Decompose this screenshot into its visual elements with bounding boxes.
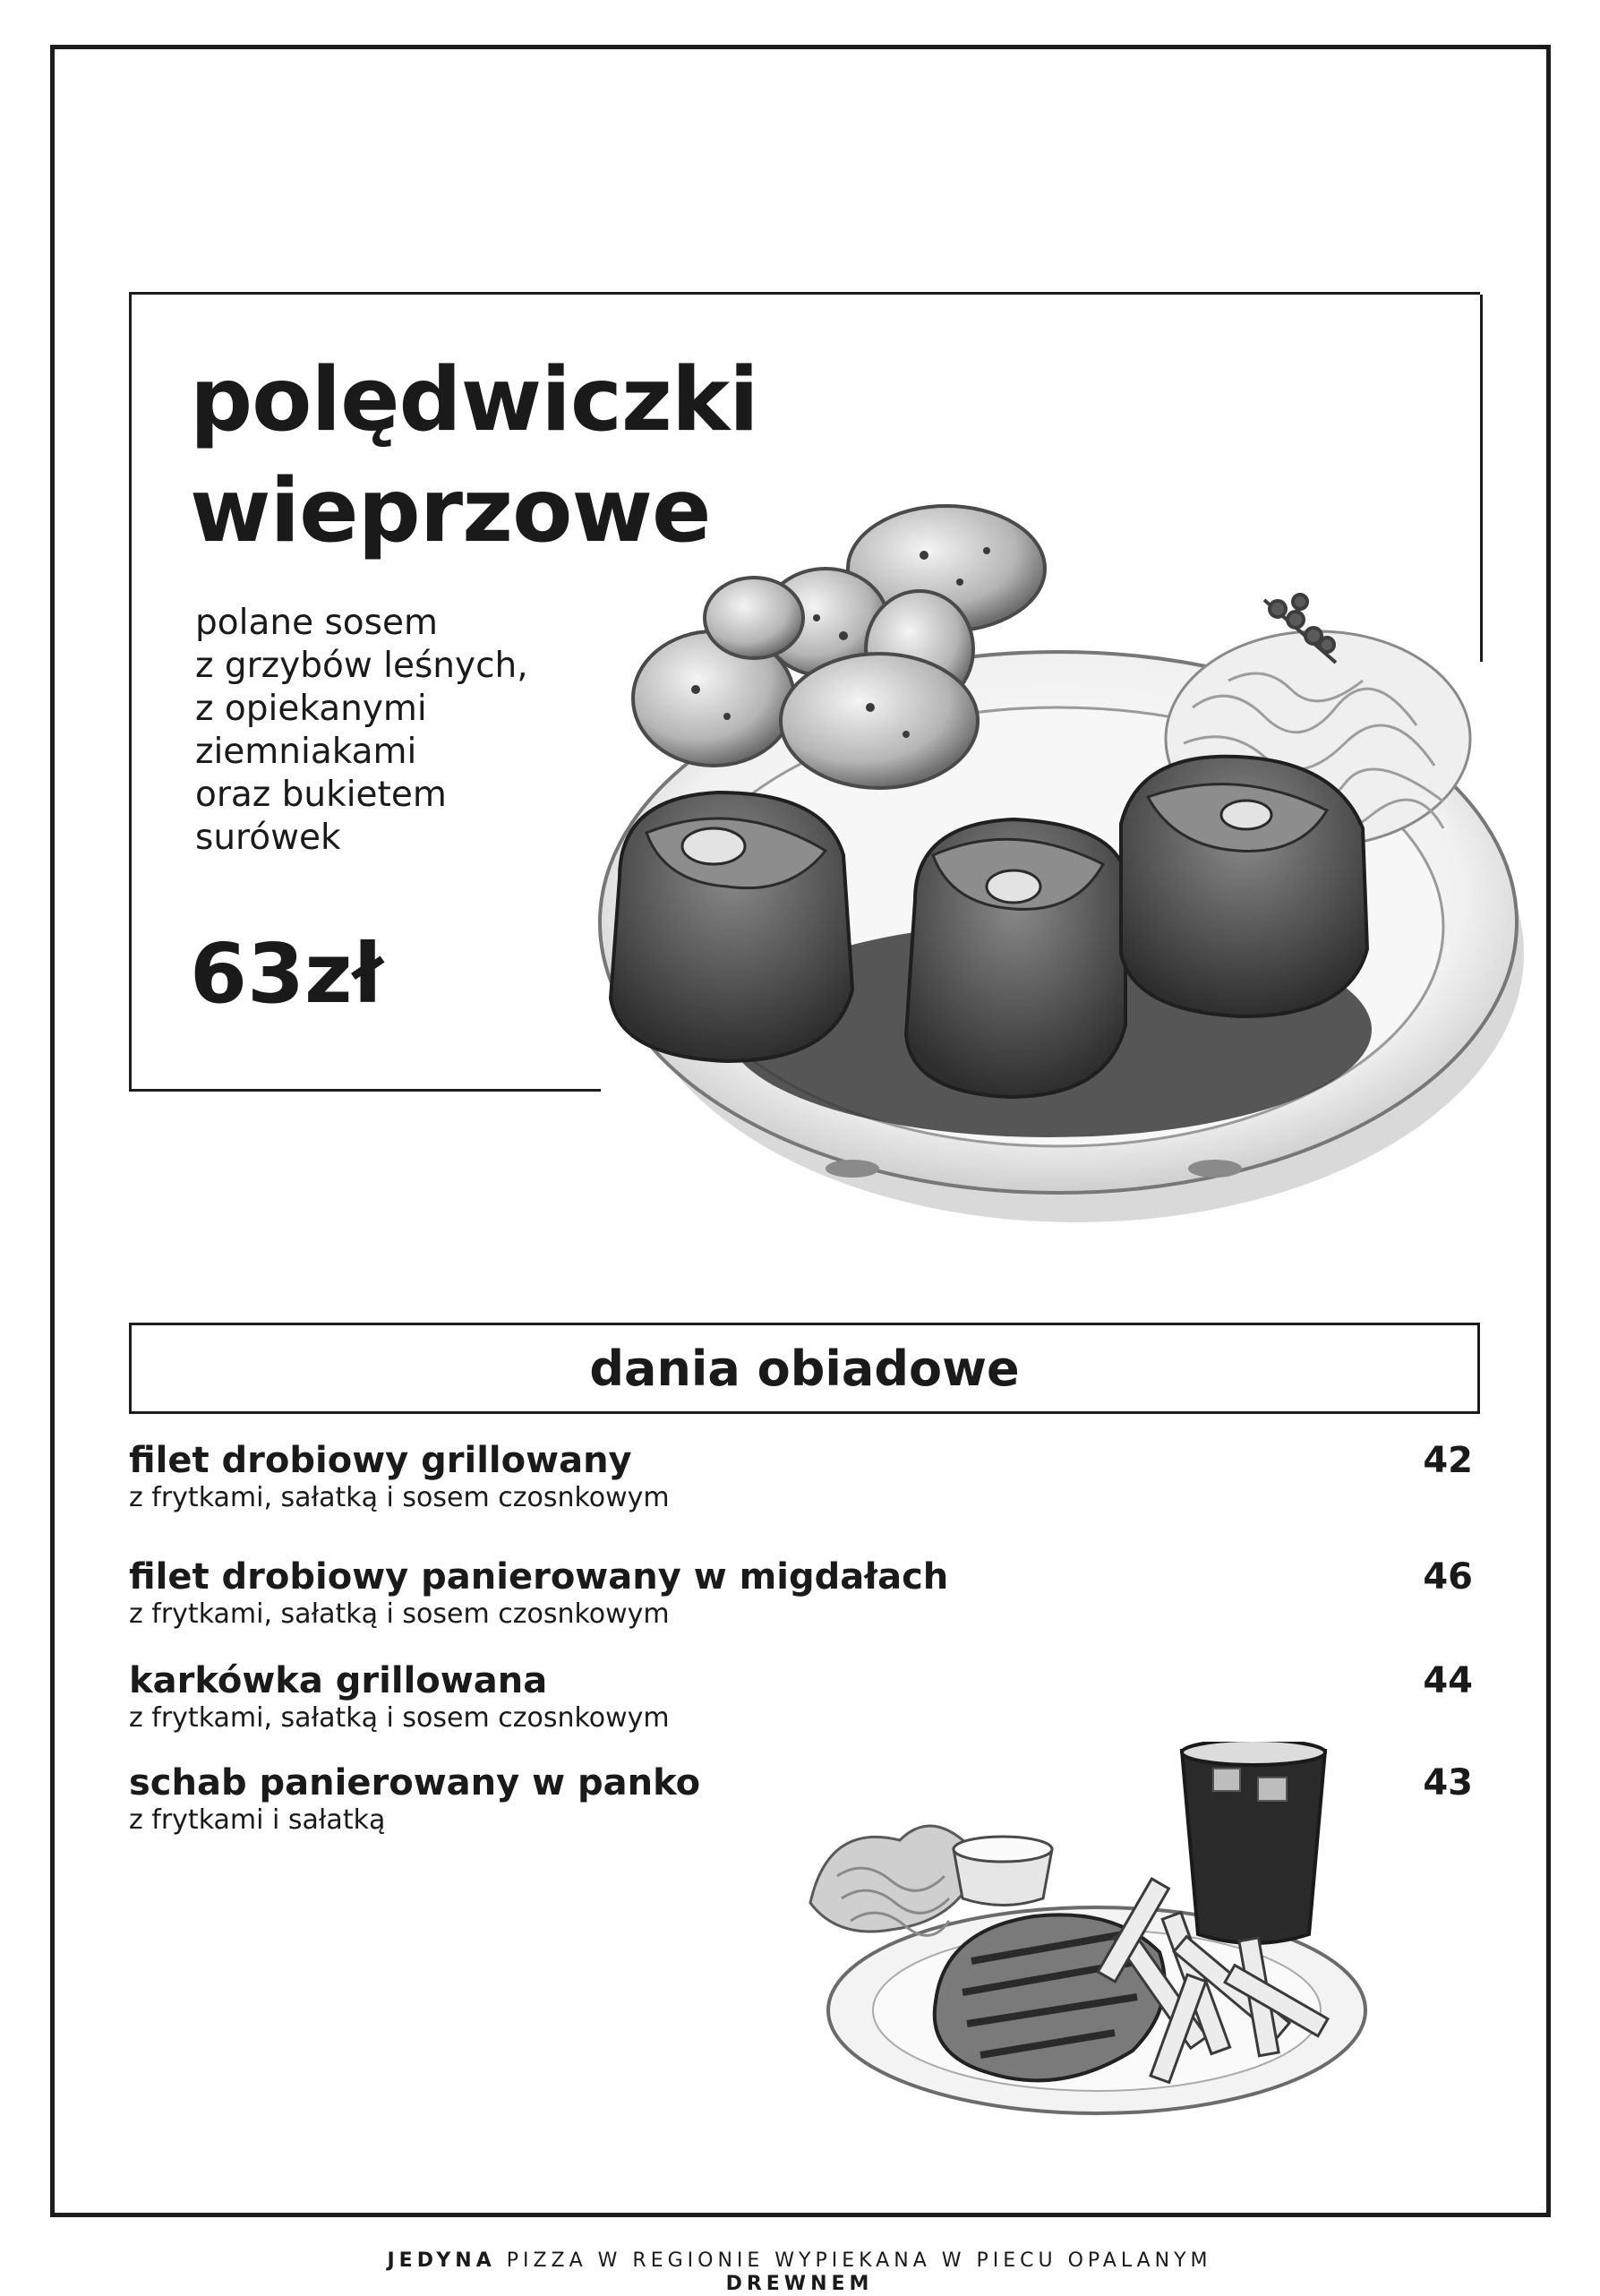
feature-title-line1: polędwiczki (190, 349, 758, 451)
section-title: dania obiadowe (589, 1340, 1020, 1397)
pork-tenderloin-plate-illustration (548, 501, 1542, 1249)
feature-price: 63zł (190, 926, 383, 1022)
desc-line: polane sosem (195, 603, 438, 643)
footer-word-emphasis: JEDYNA (387, 2249, 496, 2272)
footer-word-emphasis: DREWNEM (725, 2273, 874, 2295)
menu-item-name: schab panierowany w panko (129, 1762, 701, 1803)
menu-item-description: z frytkami, sałatką i sosem czosnkowym (129, 1482, 670, 1513)
menu-item-price: 43 (1423, 1762, 1473, 1803)
drink-glass (1182, 1742, 1325, 1943)
menu-item-price: 46 (1423, 1556, 1473, 1598)
desc-line: z grzybów leśnych, (195, 646, 528, 686)
section-header-box (129, 1323, 1480, 1414)
menu-item-description: z frytkami, sałatką i sosem czosnkowym (129, 1598, 670, 1630)
sauce-dip (954, 1837, 1052, 1906)
desc-line: ziemniakami (195, 732, 417, 772)
desc-line: surówek (195, 818, 341, 858)
menu-item-description: z frytkami, sałatką i sosem czosnkowym (129, 1702, 670, 1734)
menu-item-name: filet drobiowy grillowany (129, 1440, 632, 1481)
menu-item-name: karkówka grillowana (129, 1660, 548, 1701)
footer-middle-text: PIZZA W REGIONIE WYPIEKANA W PIECU OPALANYM (506, 2249, 1212, 2272)
footer-tagline (324, 2249, 1275, 2296)
feature-title-line2: wieprzowe (190, 460, 711, 562)
menu-item-price: 44 (1423, 1660, 1473, 1701)
feature-box-bottom-line (129, 1089, 601, 1092)
grilled-chicken-fries-drink-illustration (801, 1742, 1374, 2127)
desc-line: oraz bukietem (195, 775, 447, 815)
menu-item-price: 42 (1423, 1440, 1473, 1481)
menu-item-name: filet drobiowy panierowany w migdałach (129, 1556, 949, 1598)
feature-description (195, 602, 528, 860)
lettuce (810, 1826, 980, 1932)
desc-line: z opiekanymi (195, 689, 427, 729)
menu-item-description: z frytkami i sałatką (129, 1804, 386, 1836)
